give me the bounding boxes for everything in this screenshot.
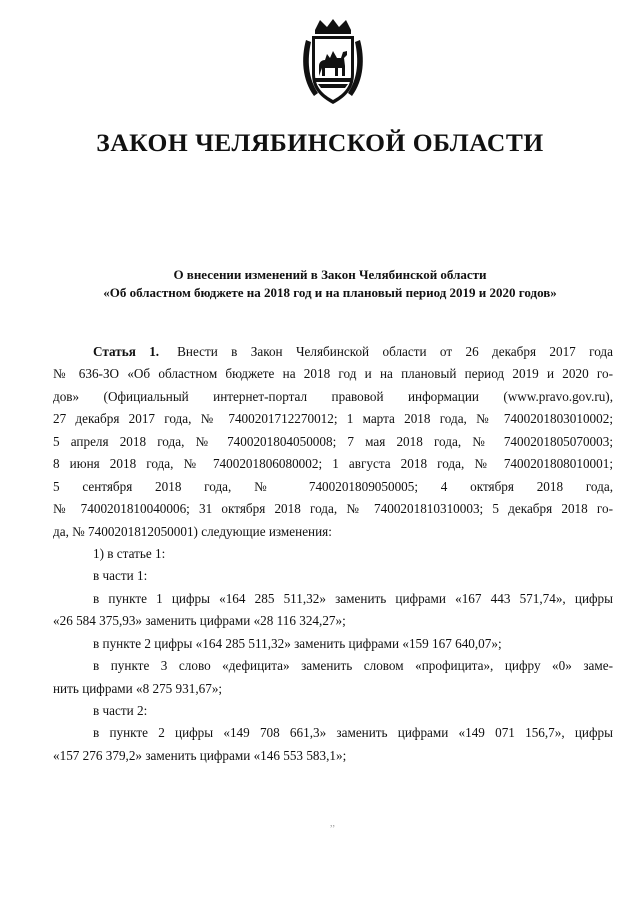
article-line: 5 сентября 2018 года, № 7400201809050005; 4 октября 2018 года, (53, 478, 613, 494)
amendment-line: в пункте 2 цифры «164 285 511,32» заменить цифрами «159 167 640,07»; (93, 635, 502, 651)
amendment-line: в пункте 1 цифры «164 285 511,32» заменить цифрами «167 443 571,74», цифры (93, 590, 613, 606)
scan-mark: ,, (330, 818, 335, 829)
article-line: да, № 7400201812050001) следующие изменения: (53, 523, 332, 539)
article-line: 27 декабря 2017 года, № 7400201712270012; 1 марта 2018 года, № 7400201803010002; (53, 411, 613, 427)
amendment-line: нить цифрами «8 275 931,67»; (53, 680, 223, 696)
law-title: ЗАКОН ЧЕЛЯБИНСКОЙ ОБЛАСТИ (96, 128, 544, 157)
article-line: № 7400201810040006; 31 октября 2018 года, № 7400201810310003; 5 декабря 2018 го- (53, 501, 613, 517)
article-line: дов» (Официальный интернет-портал правовой информации (www.pravo.gov.ru), (53, 388, 613, 404)
subject-line: «Об областном бюджете на 2018 год и на плановый период 2019 и 2020 годов» (103, 285, 557, 300)
article-line: 5 апреля 2018 года, № 7400201804050008; 7 мая 2018 года, № 7400201805070003; (53, 433, 613, 449)
amendment-line: в пункте 2 цифры «149 708 661,3» заменить цифрами «149 071 156,7», цифры (93, 725, 613, 741)
article-first-line (93, 341, 613, 363)
article-line: № 636-ЗО «Об областном бюджете на 2018 год и на плановый период 2019 и 2020 го- (53, 366, 613, 382)
article-body (53, 341, 613, 767)
article-line: 8 июня 2018 года, № 7400201806080002; 1 августа 2018 года, № 7400201808010001; (53, 456, 613, 472)
amendment-line: в части 1: (93, 568, 148, 584)
amendment-line: в части 2: (93, 703, 148, 718)
amendment-line: «157 276 379,2» заменить цифрами «146 553 583,1»; (53, 747, 347, 763)
coat-of-arms-icon (300, 18, 366, 106)
subject-line: О внесении изменений в Закон Челябинской области (173, 267, 487, 282)
article-text: Внести в Закон Челябинской области от 26 декабря 2017 года (177, 344, 613, 359)
article-label: Статья 1. (93, 344, 160, 359)
amendment-line: 1) в статье 1: (93, 545, 166, 561)
amendment-line: в пункте 3 слово «дефицита» заменить словом «профицита», цифру «0» заме- (93, 658, 613, 674)
law-subject (40, 266, 620, 302)
amendment-line: «26 584 375,93» заменить цифрами «28 116 324,27»; (53, 613, 346, 629)
